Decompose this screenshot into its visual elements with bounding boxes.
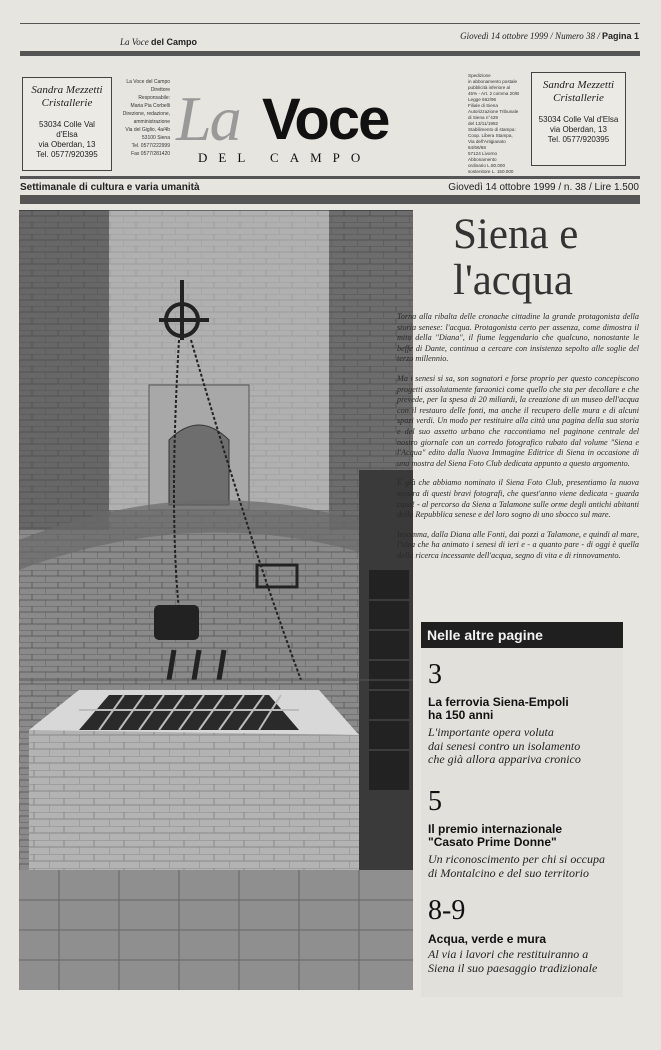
- spedizione-line: Legge 662/96: [468, 97, 497, 102]
- page-number: Pagina 1: [601, 31, 639, 41]
- running-head-bold: del Campo: [151, 37, 198, 47]
- sidebar-page-number: 3: [428, 659, 442, 690]
- sidebar-item-title-line: Il premio internazionale: [428, 822, 563, 836]
- well-illustration: [19, 210, 413, 990]
- spedizione-line: Spedizione: [468, 73, 491, 78]
- masthead_info-line: amministrazione: [133, 119, 170, 125]
- sidebar-item-desc-line: che già allora appariva cronico: [428, 752, 581, 766]
- ad-right-addr2: via Oberdan, 13: [550, 125, 607, 134]
- spedizione-line: Coop. Libera Stampa,: [468, 133, 513, 138]
- spedizione-line: 64/66/68: [468, 145, 486, 150]
- spedizione-line: ordinario L.80.000: [468, 163, 506, 168]
- tagline: Settimanale di cultura e varia umanità: [20, 182, 200, 193]
- sidebar-item-title-line: La ferrovia Siena-Empoli: [428, 695, 569, 709]
- sidebar-item-title-line: ha 150 anni: [428, 708, 494, 722]
- masthead_info-line: Direzione, redazione,: [122, 111, 170, 117]
- issue-info: Giovedì 14 ottobre 1999 / n. 38 / Lire 1.500: [448, 182, 639, 193]
- ad-right-address: [538, 115, 619, 145]
- sidebar-item-desc: [428, 726, 618, 767]
- spedizione-line: Abbonamento: [468, 157, 497, 162]
- masthead-rule-bottom: [20, 176, 640, 179]
- spedizione-line: sostenitore L. 150.000: [468, 169, 514, 174]
- sidebar-item-desc-line: di Montalcino e del suo territorio: [428, 865, 589, 880]
- ad-right-brand: [538, 79, 619, 105]
- sidebar-item-desc-line: L'importante opera voluta: [428, 725, 554, 739]
- logo-voce: Voce: [262, 87, 389, 152]
- masthead_info-line: 53100 Siena: [141, 135, 170, 141]
- headline: [453, 212, 578, 304]
- ad-left-brand: [29, 84, 105, 110]
- ad-right-brand-line2: Cristallerie: [553, 92, 604, 104]
- headline-line2: l'acqua: [453, 257, 573, 304]
- ad-right-addr1: 53034 Colle Val d'Elsa: [538, 115, 619, 124]
- headline-line1: Siena e: [453, 211, 579, 258]
- ad-left-addr3: Tel. 0577/920395: [36, 150, 98, 159]
- article-paragraph: E già che abbiamo nominato il Siena Foto Club, presentiamo la nuova mostra di questi bravi fotografi, che quest'anno viene dedicata - guarda caso! - al percorso da Siena a Talamone sulle orme degli antichi abitanti della Repubblica senese e del loro sogno di uno sbocco sul mare.: [397, 478, 639, 520]
- masthead_info-line: Maria Pia Corbelli: [130, 103, 170, 109]
- ad-left-addr2: via Oberdan, 13: [38, 140, 96, 149]
- spedizione-line: pubblicità inferiore al: [468, 85, 511, 90]
- article-body: [397, 312, 639, 570]
- article-paragraph: Insomma, dalla Diana alle Fonti, dai pozzi a Talamone, e quindi al mare, l'idea che ha animato i senesi di ieri e - a quanto pare - di oggi è quella della ricerca incessante dell'acqua, segno di vita e di rinnovamento.: [397, 529, 639, 560]
- sidebar-item-title: [428, 696, 618, 722]
- spedizione-line: 45% - Art. 2 comma 20/B: [468, 91, 520, 96]
- spedizione-line: in abbonamento postale: [468, 79, 518, 84]
- running-head: [120, 37, 197, 47]
- ad-right: [531, 72, 626, 166]
- spedizione-line: Stabilimento di stampa:: [468, 127, 516, 132]
- sidebar-item-desc: [428, 948, 618, 975]
- subheader-rule: [20, 195, 640, 204]
- sidebar-item-desc-line: Un riconoscimento per chi si occupa: [428, 852, 605, 866]
- spedizione-line: Filiale di Siena: [468, 103, 498, 108]
- spedizione-line: Autorizzazione Tribunale: [468, 109, 519, 114]
- sidebar-item-desc: [428, 853, 618, 880]
- sidebar-item-title-line: "Casato Prime Donne": [428, 835, 557, 849]
- ad-left-address: [29, 120, 105, 160]
- masthead_info-line: Fax 0577/281420: [131, 151, 170, 157]
- sidebar-page-number: 5: [428, 786, 442, 817]
- spedizione-line: di Siena n°429: [468, 115, 498, 120]
- ad-left-addr1: 53034 Colle Val d'Elsa: [39, 120, 95, 139]
- sidebar-item-title: Acqua, verde e mura: [428, 932, 547, 946]
- top-rule: [20, 23, 640, 24]
- ad-left-brand-line2: Cristallerie: [41, 97, 93, 109]
- masthead_info-line: La Voce del Campo: [126, 79, 170, 85]
- postal-info: [468, 73, 526, 181]
- sidebar-page-number: 8-9: [428, 895, 466, 926]
- spedizione-line: del 13/11/1982: [468, 121, 499, 126]
- ad-left: [22, 77, 112, 171]
- ad-right-addr3: Tel. 0577/920395: [547, 135, 610, 144]
- logo-subtitle: DEL CAMPO: [198, 150, 372, 165]
- masthead-rule-top: [20, 51, 640, 56]
- article-paragraph: Ma i senesi si sa, son sognatori e forse proprio per questo concepiscono progetti assolutamente faraonici come quello che sta per decollare e che prevede, per la spesa di 20 miliardi, la creazione di un museo dell'acqua con il restauro delle fonti, ma anche il recupero delle mura e di alcuni spazi verdi. Un modo per restituire alla città una pagina della sua storia e del suo assetto urbano che raccontiamo nel paginone centrale del nostro giornale con un corredo fotografico rubato dal volume "Siena e l'Acqua" edito dalla Nuova Immagine Editrice di Siena in occasione di una mostra del Siena Foto Club dedicata appunto a questo argomento.: [397, 373, 639, 468]
- masthead_info-line: Direttore Responsabile:: [138, 87, 170, 101]
- spedizione-line: Via dell'Artigianato: [468, 139, 506, 144]
- photo-well: [19, 210, 413, 990]
- top-date: [460, 31, 639, 41]
- masthead_info-line: Via del Giglio, 4a/4b: [125, 127, 170, 133]
- sidebar-item-desc-line: Al via i lavori che restituiranno a: [428, 947, 589, 961]
- masthead-info: [118, 78, 170, 158]
- article-paragraph: Torna alla ribalta delle cronache cittadine la grande protagonista della storia senese: l'acqua. Protagonista certo per assenza, come dimostra il mito della "Diana", il fiume leggendario che qualcuno, nonostante le beffe di Dante, continua a cercare con insistenza sepolto alle soglie del terzo millennio.: [397, 312, 639, 364]
- masthead_info-line: Tel. 0577/222999: [131, 143, 170, 149]
- top-date-text: Giovedì 14 ottobre 1999 / Numero 38 /: [460, 31, 600, 41]
- sidebar-item-title: [428, 823, 618, 849]
- logo-la: La: [176, 83, 240, 154]
- ad-left-brand-line1: Sandra Mezzetti: [31, 84, 103, 96]
- sidebar-item-desc-line: Siena il suo paesaggio tradizionale: [428, 960, 598, 975]
- sidebar-title: Nelle altre pagine: [421, 622, 623, 648]
- spedizione-line: 57124 Livorno: [468, 151, 498, 156]
- ad-right-brand-line1: Sandra Mezzetti: [542, 79, 615, 91]
- running-head-prefix: La Voce: [120, 37, 149, 47]
- sidebar-item-desc-line: dai senesi contro un isolamento: [428, 738, 581, 753]
